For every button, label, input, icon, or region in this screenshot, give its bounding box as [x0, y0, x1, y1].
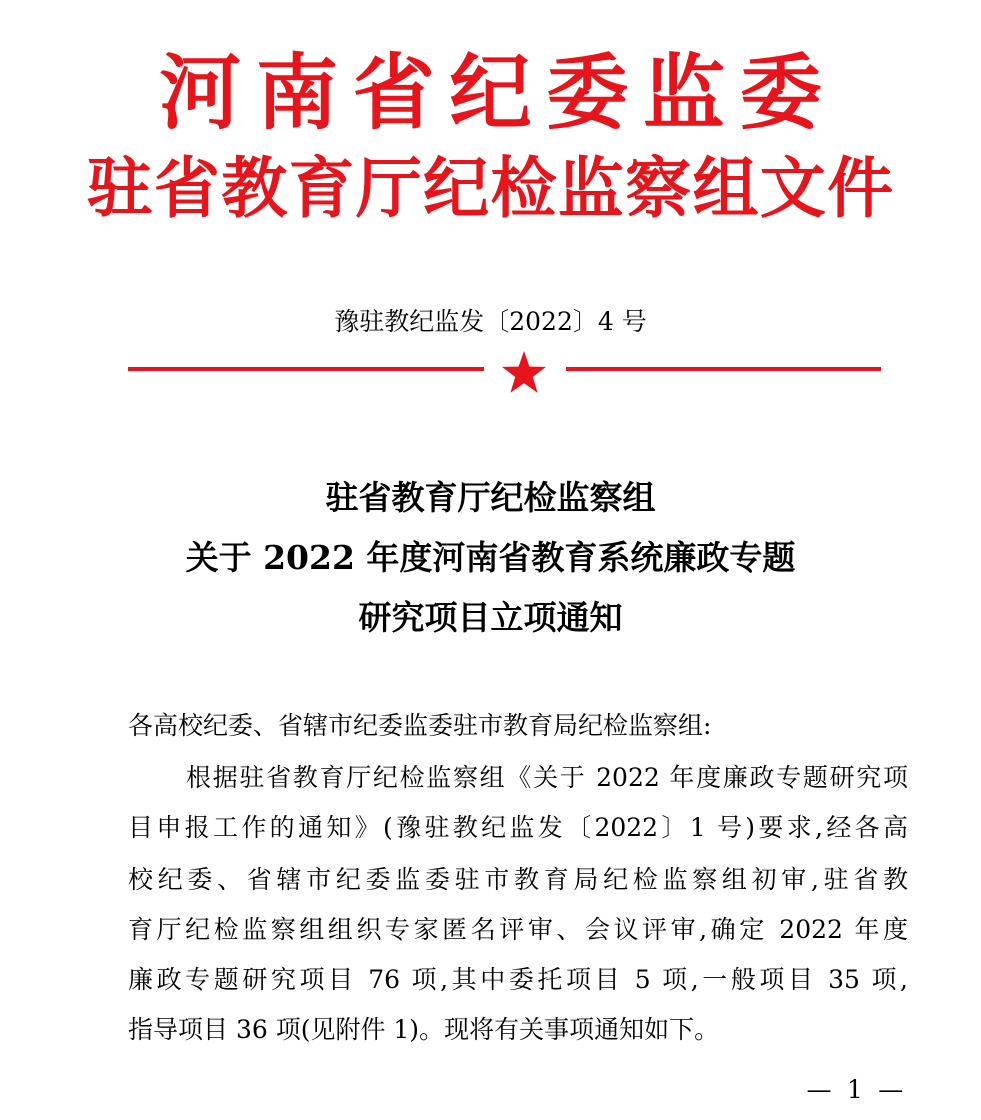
body-text-line: 廉政专题研究项目 76 项,其中委托项目 5 项,一般项目 35 项,	[128, 965, 908, 994]
body-text-line: 目申报工作的通知》(豫驻教纪监发〔2022〕1 号)要求,经各高	[128, 813, 908, 842]
divider-rule-right	[566, 367, 881, 371]
body-text-line: 育厅纪检监察组组织专家匿名评审、会议评审,确定 2022 年度	[128, 915, 908, 944]
document-title-line-2: 关于 2022 年度河南省教育系统廉政专题	[185, 538, 796, 577]
issuer-header-line-2: 驻省教育厅纪检监察组文件	[86, 150, 895, 227]
document-title-line-3: 研究项目立项通知	[358, 598, 623, 637]
divider-rule-left	[128, 367, 484, 371]
issuer-header-line-1: 河南省纪委监委	[159, 46, 837, 141]
page-number: — 1 —	[806, 1075, 907, 1104]
star-icon	[501, 350, 547, 394]
document-number: 豫驻教纪监发〔2022〕4 号	[334, 307, 647, 336]
body-text-line: 根据驻省教育厅纪检监察组《关于 2022 年度廉政专题研究项	[186, 763, 908, 792]
body-text-line: 指导项目 36 项(见附件 1)。现将有关事项通知如下。	[128, 1015, 720, 1044]
body-text-line: 校纪委、省辖市纪委监委驻市教育局纪检监察组初审,驻省教	[128, 865, 908, 894]
document-title-line-1: 驻省教育厅纪检监察组	[325, 478, 656, 517]
salutation: 各高校纪委、省辖市纪委监委驻市教育局纪检监察组:	[128, 711, 712, 740]
